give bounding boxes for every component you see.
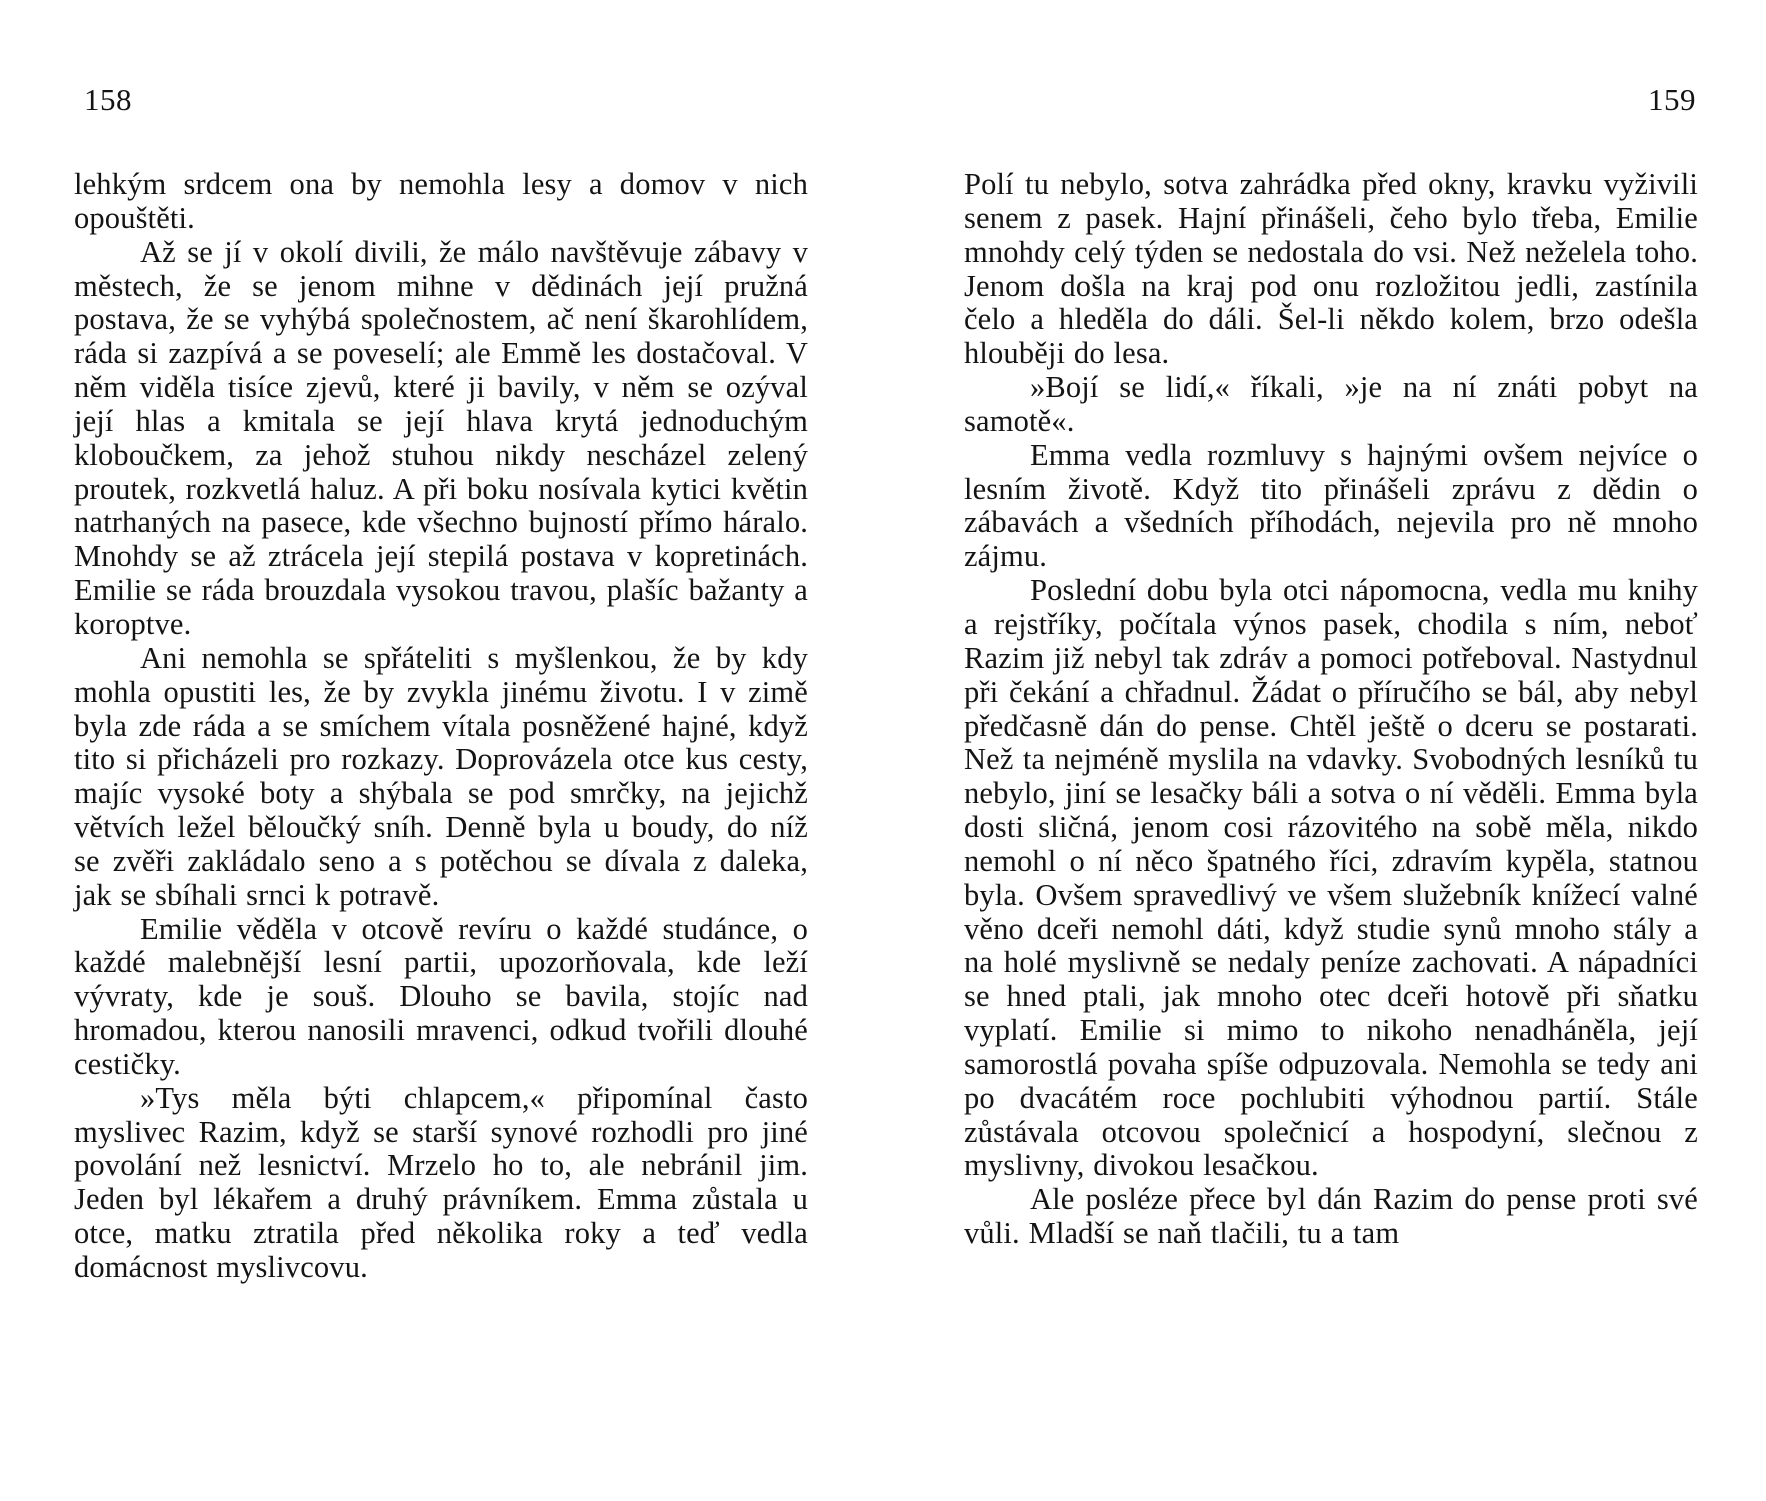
- paragraph: Emilie věděla v otcově revíru o každé studánce, o každé malebnější lesní partii, upozorňovala, kde leží vývraty, kde je souš. Dlouho se bavila, stojíc nad hromadou, kterou nanosili mravenci, odkud tvořili dlouhé cestičky.: [74, 911, 808, 1081]
- paragraph: lehkým srdcem ona by nemohla lesy a domov v nich opouštěti.: [74, 167, 808, 235]
- paragraph: Poslední dobu byla otci nápomocna, vedla mu knihy a rejstříky, počítala výnos pasek, chodila s ním, neboť Razim již nebyl tak zdráv a pomoci potřeboval. Nastydnul při čekání a chřadnul. Žádat o příručího se bál, aby nebyl předčasně dán do pense. Chtěl ještě o dceru se postarati. Než ta nejméně myslila na vdavky. Svobodných lesníků tu nebylo, jiní se lesačky báli a sotva o ní věděli. Emma byla dosti sličná, jenom cosi rázovitého na sobě měla, nikdo nemohl o ní něco špatného říci, zdravím kypěla, statnou byla. Ovšem spravedlivý ve všem služebník knížecí valné věno dceři nemohl dáti, když studie synů mnoho stály a na holé myslivně se nedaly peníze zachovati. A nápadníci se hned ptali, jak mnoho otec dceři hotově při sňatku vyplatí. Emilie si mimo to nikoho nenadháněla, její samorostlá povaha spíše odpuzovala. Nemohla se tedy ani po dvacátém roce pochlubiti výhodnou partií. Stále zůstávala otcovou společnicí a hospodyní, slečnou z myslivny, divokou lesačkou.: [964, 573, 1698, 1183]
- paragraph: Až se jí v okolí divili, že málo navštěvuje zábavy v městech, že se jenom mihne v dědinách její pružná postava, že se vyhýbá společnostem, ač není škarohlídem, ráda si zazpívá a se poveselí; ale Emmě les dostačoval. V něm viděla tisíce zjevů, které ji bavily, v něm se ozýval její hlas a kmitala se její hlava krytá jednoduchým kloboučkem, za jehož stuhou nikdy nescházel zelený proutek, rozkvetlá haluz. A při boku nosívala kytici květin natrhaných na pasece, kde všechno bujností přímo háralo. Mnohdy se až ztrácela její stepilá postava v kopretinách. Emilie se ráda brouzdala vysokou travou, plašíc bažanty a koroptve.: [74, 234, 808, 641]
- paragraph: Polí tu nebylo, sotva zahrádka před okny, kravku vyživili senem z pasek. Hajní přinášeli, čeho bylo třeba, Emilie mnohdy celý týden se nedostala do vsi. Než neželela toho. Jenom došla na kraj pod onu rozložitou jedli, zastínila čelo a hleděla do dáli. Šel-li někdo kolem, brzo odešla hlouběji do lesa.: [964, 167, 1698, 371]
- paragraph: Ani nemohla se spřáteliti s myšlenkou, že by kdy mohla opustiti les, že by zvykla jinému životu. I v zimě byla zde ráda a se smíchem vítala posněžené hajné, když tito si přicházeli pro rozkazy. Doprovázela otce kus cesty, majíc vysoké boty a shýbala se pod smrčky, na jejichž větvích ležel běloučký sníh. Denně byla u boudy, do níž se zvěři zakládalo seno a s potěchou se dívala z daleka, jak se sbíhali srnci k potravě.: [74, 640, 808, 912]
- right-page: [883, 0, 1766, 1501]
- paragraph: »Bojí se lidí,« říkali, »je na ní znáti pobyt na samotě«.: [964, 370, 1698, 438]
- paragraph: Ale posléze přece byl dán Razim do pense proti své vůli. Mladší se naň tlačili, tu a tam: [964, 1182, 1698, 1251]
- right-page-text: [964, 168, 1698, 1251]
- paragraph: Emma vedla rozmluvy s hajnými ovšem nejvíce o lesním životě. Když tito přinášeli zprávu z dědin o zábavách a všedních příhodách, nejevila pro ně mnoho zájmu.: [964, 437, 1698, 574]
- page-number-right: 159: [1648, 82, 1696, 117]
- paragraph: »Tys měla býti chlapcem,« připomínal často myslivec Razim, když se starší synové rozhodli pro jiné povolání než lesnictví. Mrzelo ho to, ale nebránil jim. Jeden byl lékařem a druhý právníkem. Emma zůstala u otce, matku ztratila před několika roky a teď vedla domácnost myslivcovu.: [74, 1080, 808, 1284]
- page-number-left: 158: [84, 82, 132, 117]
- left-page-text: [74, 168, 808, 1285]
